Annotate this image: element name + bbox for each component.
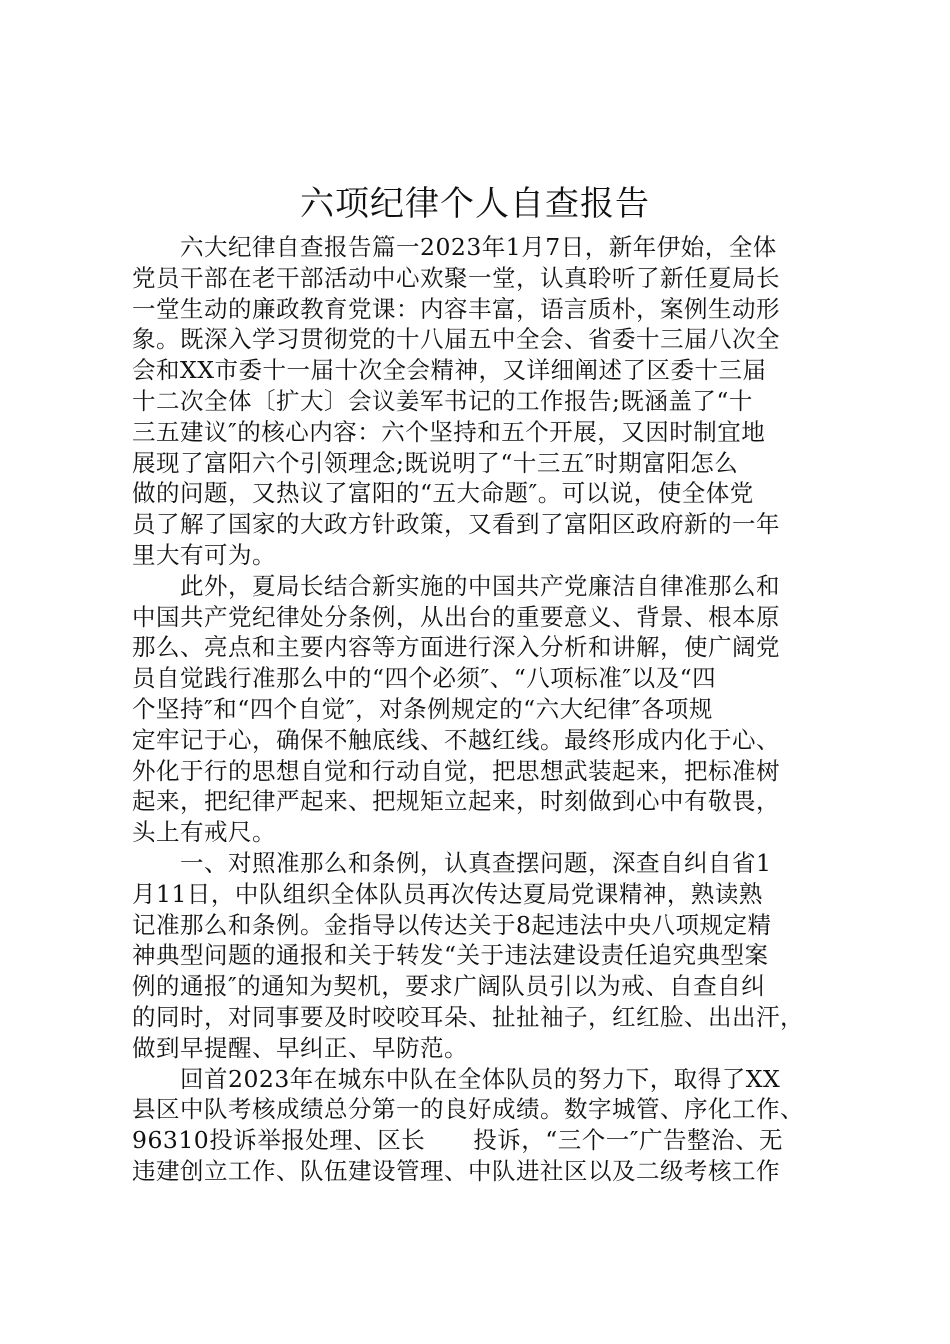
text-line: 违建创立工作、队伍建设管理、中队进社区以及二级考核工作 [132,1156,780,1185]
text-line: 一堂生动的廉政教育党课：内容丰富，语言质朴，案例生动形 [132,294,780,323]
text-line: 会和XX市委十一届十次全会精神，又详细阐述了区委十三届 [132,356,767,385]
text-line: 党员干部在老干部活动中心欢聚一堂，认真聆听了新任夏局长 [132,263,780,292]
text-line: 中国共产党纪律处分条例，从出台的重要意义、背景、根本原 [132,602,780,631]
text-line: 象。既深入学习贯彻党的十八届五中全会、省委十三届八次全 [132,325,780,354]
text-line: 员了解了国家的大政方针政策，又看到了富阳区政府新的一年 [132,510,780,539]
text-line: 三五建议″的核心内容：六个坚持和五个开展，又因时制宜地 [132,417,766,446]
text-line: 头上有戒尺。 [132,818,276,847]
text-line: 那么、亮点和主要内容等方面进行深入分析和讲解，使广阔党 [132,633,780,662]
text-line: 的同时，对同事要及时咬咬耳朵、扯扯袖子，红红脸、出出汗， [132,1002,804,1031]
text-line: 起来，把纪律严起来、把规矩立起来，时刻做到心中有敬畏， [132,787,780,816]
text-line: 展现了富阳六个引领理念;既说明了“十三五″时期富阳怎么 [132,448,739,477]
text-line: 一、对照准那么和条例，认真查摆问题，深查自纠自省1 [132,848,772,877]
text-line: 里大有可为。 [132,540,276,569]
text-line: 月11日，中队组织全体队员再次传达夏局党课精神，熟读熟 [132,879,763,908]
text-line: 此外，夏局长结合新实施的中国共产党廉洁自律准那么和 [132,571,780,600]
text-line: 做到早提醒、早纠正、早防范。 [132,1033,468,1062]
text-line: 员自觉践行准那么中的“四个必须″、“八项标准″以及“四 [132,664,717,693]
text-line: 做的问题，又热议了富阳的“五大命题″。可以说，使全体党 [132,479,754,508]
text-line: 神典型问题的通报和关于转发“关于违法建设责任追究典型案 [132,941,769,970]
text-line: 回首2023年在城东中队在全体队员的努力下，取得了XX [132,1064,781,1093]
text-line: 个坚持″和“四个自觉″，对条例规定的“六大纪律″各项规 [132,694,713,723]
text-line: 六大纪律自查报告篇一2023年1月7日，新年伊始，全体 [132,233,777,261]
document-body [132,232,832,1187]
text-line: 例的通报″的通知为契机，要求广阔队员引以为戒、自查自纠 [132,972,766,1001]
text-line: 记准那么和条例。金指导以传达关于8起违法中央八项规定精 [132,910,772,939]
document-title: 六项纪律个人自查报告 [300,184,650,224]
text-line: 十二次全体〔扩大〕会议姜军书记的工作报告;既涵盖了“十 [132,386,753,415]
text-line: 县区中队考核成绩总分第一的良好成绩。数字城管、序化工作、 [132,1095,804,1124]
text-line: 外化于行的思想自觉和行动自觉，把思想武装起来，把标准树 [132,756,780,785]
text-line: 定牢记于心，确保不触底线、不越红线。最终形成内化于心、 [132,725,780,754]
text-line: 96310投诉举报处理、区长 投诉，“三个一″广告整治、无 [132,1126,784,1155]
